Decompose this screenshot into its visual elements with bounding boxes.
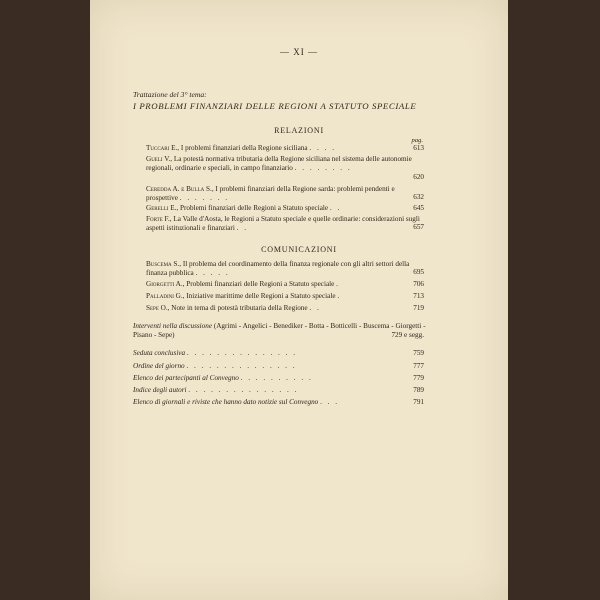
entry-page: 657 xyxy=(413,223,424,231)
entry-page: 620 xyxy=(413,173,424,181)
toc-entry xyxy=(133,386,423,395)
entry-page: 779 xyxy=(413,374,424,382)
entry-title: I problemi finanziari della Regione sarda: problemi pendenti e prospettive xyxy=(146,185,395,203)
entry-page: 706 xyxy=(413,280,424,288)
entry-leader: . . . . . . . . . . . . . . . xyxy=(188,386,299,394)
toc-entry xyxy=(133,349,423,358)
entry-author: Forte F., xyxy=(146,215,172,223)
interventi-names: (Agrimi - Angelici - Benediker - Botta - Botticelli - Buscema - Giorgetti - Pisano - Sepe) xyxy=(133,322,426,340)
document-page xyxy=(90,0,508,600)
entry-author: Sepe O., xyxy=(146,304,170,312)
entry-page: 789 xyxy=(413,386,424,394)
comunicazioni-heading: COMUNICAZIONI xyxy=(261,245,337,254)
entry-title: Problemi finanziari delle Regioni a Statuto speciale xyxy=(186,280,335,288)
toc-entry xyxy=(146,304,422,313)
entry-leader: . . . . . . . . xyxy=(294,164,352,173)
entry-title: Iniziative marittime delle Regioni a Statuto speciale xyxy=(186,292,336,300)
entry-page: 713 xyxy=(413,292,424,300)
toc-entry xyxy=(146,204,422,213)
entry-page: 645 xyxy=(413,204,424,212)
toc-entry xyxy=(133,362,423,371)
entry-leader: . . xyxy=(309,304,321,312)
entry-leader: . . . . . . . xyxy=(179,194,230,203)
section-title: I PROBLEMI FINANZIARI DELLE REGIONI A STATUTO SPECIALE xyxy=(133,101,417,111)
entry-leader: . . xyxy=(236,224,249,233)
entry-leader: . . . . xyxy=(309,144,336,152)
entry-title: La potestà normativa tributaria della Regione siciliana nel sistema delle autonomie regionali, ordinarie e speciali, in campo finanziario xyxy=(146,155,412,173)
section-intro: Trattazione del 3° tema: xyxy=(133,90,207,99)
relazioni-heading: RELAZIONI xyxy=(274,126,324,135)
entry-leader: . xyxy=(336,280,340,288)
toc-entry xyxy=(146,215,422,234)
toc-entry xyxy=(133,374,423,383)
entry-page: 791 xyxy=(413,398,424,406)
entry-title: Elenco di giornali e riviste che hanno dato notizie sul Convegno xyxy=(133,398,319,406)
entry-author: Buscema S., xyxy=(146,260,182,268)
entry-title: Seduta conclusiva xyxy=(133,349,186,357)
entry-title: I problemi finanziari della Regione siciliana xyxy=(180,144,308,152)
toc-entry xyxy=(146,155,422,174)
entry-author: Gerelli E., xyxy=(146,204,179,212)
entry-title: Problemi finanziari delle Regioni a Statuto speciale xyxy=(180,204,329,212)
entry-title: Il problema del coordinamento della finanza regionale con gli altri settori della finanza pubblica xyxy=(146,260,410,278)
entry-leader: . . . . . . . . . . . . . . . xyxy=(186,349,298,357)
interventi-label: Interventi nella discussione xyxy=(133,322,213,330)
entry-leader: . xyxy=(337,292,342,300)
page-column-label: pag. xyxy=(411,137,423,144)
entry-leader: . . . . . . . . . . . . . . . xyxy=(186,362,297,370)
entry-page: 777 xyxy=(413,362,424,370)
entry-leader: . . . . . . . . . . xyxy=(240,374,313,382)
entry-title: Indice degli autori xyxy=(133,386,187,394)
toc-entry xyxy=(146,280,422,289)
toc-entry xyxy=(133,398,423,407)
entry-author: Ceredda A. e Bulla S., xyxy=(146,185,214,193)
entry-author: Tuccari E., xyxy=(146,144,180,152)
interventi-pages: 729 e segg. xyxy=(391,331,424,339)
entry-leader: . . . xyxy=(320,398,340,406)
entry-author: Palladini G., xyxy=(146,292,185,300)
interventi-entry xyxy=(133,322,433,341)
entry-leader: . . xyxy=(329,204,342,212)
entry-page: 613 xyxy=(413,144,424,152)
entry-page: 759 xyxy=(413,349,424,357)
entry-author: Giorgetti A., xyxy=(146,280,185,288)
toc-entry xyxy=(146,292,422,301)
toc-entry xyxy=(146,144,422,153)
entry-title: La Valle d'Aosta, le Regioni a Statuto speciale e quelle ordinarie: considerazioni sugli aspetti istituzionali e finanziari xyxy=(146,215,420,233)
entry-leader: . . . . . xyxy=(195,269,230,278)
entry-author: Gueli V., xyxy=(146,155,173,163)
entry-title: Elenco dei partecipanti al Convegno xyxy=(133,374,239,382)
toc-entry xyxy=(146,185,422,204)
entry-title: Ordine del giorno xyxy=(133,362,185,370)
entry-page: 632 xyxy=(413,193,424,201)
entry-title: Note in tema di potestà tributaria della Regione xyxy=(171,304,308,312)
toc-entry xyxy=(146,260,422,279)
page-number: — XI — xyxy=(280,47,318,57)
entry-page: 695 xyxy=(413,268,424,276)
entry-page: 719 xyxy=(413,304,424,312)
